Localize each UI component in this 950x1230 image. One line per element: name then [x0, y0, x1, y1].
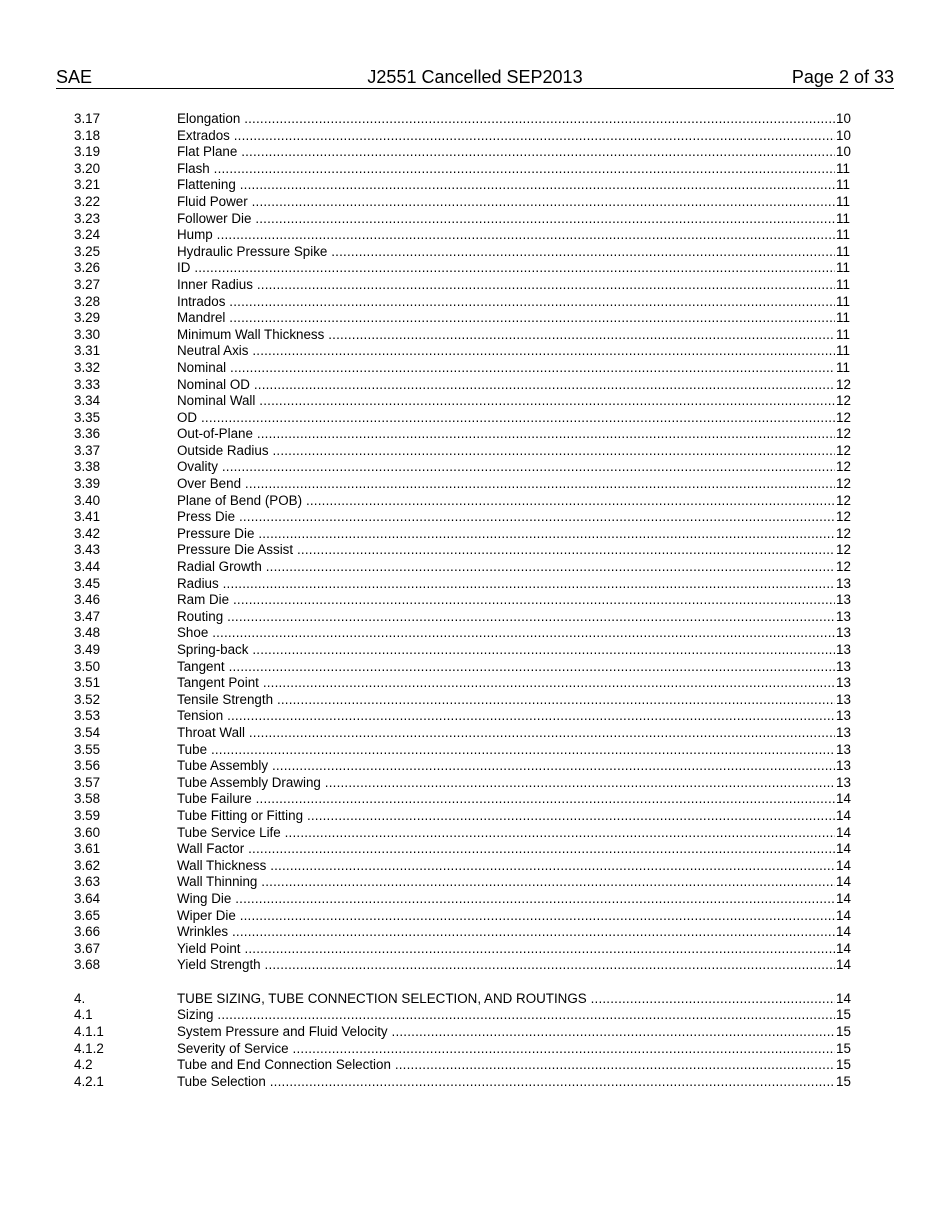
toc-entry[interactable] [0, 874, 950, 891]
toc-entry[interactable] [0, 277, 950, 294]
toc-entry-number: 4.2.1 [74, 1073, 104, 1089]
toc-entry[interactable] [0, 825, 950, 842]
toc-entry-title: Radius ..... [177, 576, 835, 593]
toc-entry-page: 14 [836, 890, 851, 906]
toc-entry-title: Tube and End Connection Selection ..... [177, 1057, 835, 1074]
toc-entry-title: Flat Plane ..... [177, 144, 835, 161]
toc-entry-title: Wall Thinning ..... [177, 874, 835, 891]
toc-entry-page: 13 [836, 758, 851, 774]
toc-entry[interactable] [0, 1057, 950, 1074]
toc-entry[interactable] [0, 592, 950, 609]
toc-entry-page: 14 [836, 907, 851, 923]
header-page-number: Page 2 of 33 [791, 67, 894, 87]
toc-entry-number: 3.33 [74, 376, 101, 392]
toc-entry-title: Minimum Wall Thickness ..... [177, 327, 835, 344]
toc-entry[interactable] [0, 692, 950, 709]
toc-entry-title: Severity of Service ..... [177, 1041, 835, 1058]
toc-entry-title: Tube Failure ..... [177, 791, 835, 808]
toc-entry-number: 3.46 [74, 592, 101, 608]
toc-entry[interactable] [0, 443, 950, 460]
toc-entry-title: Out-of-Plane ..... [177, 426, 835, 443]
toc-entry[interactable] [0, 841, 950, 858]
toc-entry-number: 3.20 [74, 160, 101, 176]
toc-entry-title: Tension ..... [177, 708, 835, 725]
toc-entry-number: 3.67 [74, 940, 101, 956]
toc-entry-title: Sizing ..... [177, 1007, 835, 1024]
toc-entry-number: 3.62 [74, 857, 101, 873]
toc-entry[interactable] [0, 625, 950, 642]
toc-entry-page: 14 [836, 924, 851, 940]
toc-entry-title: Press Die ..... [177, 509, 835, 526]
toc-entry-title: Pressure Die Assist ..... [177, 542, 835, 559]
toc-entry[interactable] [0, 1074, 950, 1091]
toc-entry-number: 3.32 [74, 359, 101, 375]
toc-entry-number: 3.43 [74, 542, 101, 558]
toc-entry-number: 3.21 [74, 177, 101, 193]
toc-entry-number: 3.54 [74, 724, 101, 740]
toc-entry-number: 3.19 [74, 144, 101, 160]
toc-entry[interactable] [0, 542, 950, 559]
toc-entry-page: 12 [836, 393, 851, 409]
toc-entry-page: 13 [836, 625, 851, 641]
toc-entry-number: 3.22 [74, 193, 101, 209]
toc-entry-page: 11 [836, 260, 850, 276]
toc-entry-page: 15 [836, 1057, 851, 1073]
toc-entry-title: Tube Service Life ..... [177, 825, 835, 842]
toc-entry-page: 12 [836, 442, 851, 458]
toc-entry-title: Yield Point ..... [177, 941, 835, 958]
toc-entry-page: 13 [836, 774, 851, 790]
toc-entry-page: 13 [836, 575, 851, 591]
toc-entry[interactable] [0, 957, 950, 974]
toc-entry-number: 3.37 [74, 442, 101, 458]
toc-entry-page: 12 [836, 459, 851, 475]
toc-entry[interactable] [0, 327, 950, 344]
toc-entry[interactable] [0, 310, 950, 327]
toc-entry-title: Tube Fitting or Fitting ..... [177, 808, 835, 825]
toc-entry-number: 3.26 [74, 260, 101, 276]
toc-entry-number: 4.1.1 [74, 1024, 104, 1040]
toc-entry-number: 3.40 [74, 492, 101, 508]
toc-entry[interactable] [0, 675, 950, 692]
toc-entry-page: 15 [836, 1073, 851, 1089]
toc-entry-number: 3.61 [74, 841, 101, 857]
toc-entry-page: 11 [836, 359, 850, 375]
toc-entry[interactable] [0, 642, 950, 659]
toc-entry-title: Elongation ..... [177, 111, 835, 128]
toc-entry-page: 13 [836, 675, 851, 691]
toc-entry-page: 12 [836, 525, 851, 541]
toc-entry[interactable] [0, 908, 950, 925]
toc-entry-number: 3.34 [74, 393, 101, 409]
toc-entry-title: Shoe ..... [177, 625, 835, 642]
toc-entry-page: 10 [836, 111, 851, 126]
toc-entry[interactable] [0, 111, 950, 128]
toc-entry-title: Fluid Power ..... [177, 194, 835, 211]
toc-entry-page: 12 [836, 409, 851, 425]
toc-entry-title: OD ..... [177, 410, 835, 427]
toc-entry-title: Routing ..... [177, 609, 835, 626]
toc-entry-number: 3.49 [74, 642, 101, 657]
toc-entry-number: 3.35 [74, 409, 101, 425]
toc-entry-number: 4. [74, 990, 86, 1006]
toc-entry[interactable] [0, 476, 950, 493]
toc-entry-title: Nominal OD ..... [177, 377, 835, 394]
toc-entry-page: 15 [836, 1024, 851, 1040]
toc-entry[interactable] [0, 128, 950, 145]
toc-entry-title: Tube Assembly ..... [177, 758, 835, 775]
toc-entry-title: Flash ..... [177, 161, 835, 178]
toc-entry-number: 3.25 [74, 243, 101, 259]
toc-entry-page: 13 [836, 741, 851, 757]
toc-entry-title: System Pressure and Fluid Velocity ..... [177, 1024, 835, 1041]
toc-entry-number: 4.1.2 [74, 1040, 104, 1056]
toc-entry[interactable] [0, 426, 950, 443]
section-gap [0, 974, 950, 991]
toc-entry-page: 10 [836, 144, 851, 160]
toc-entry[interactable] [0, 410, 950, 427]
toc-entry-title: Over Bend ..... [177, 476, 835, 493]
toc-entry-number: 3.39 [74, 476, 101, 492]
toc-entry[interactable] [0, 360, 950, 377]
toc-entry-number: 3.55 [74, 741, 101, 757]
toc-entry-page: 12 [836, 492, 851, 508]
toc-entry-page: 15 [836, 1007, 851, 1023]
toc-entry-title: Wall Thickness ..... [177, 858, 835, 875]
toc-entry-title: Ovality ..... [177, 459, 835, 476]
toc-entry-page: 11 [836, 193, 850, 209]
toc-entry-page: 11 [836, 310, 850, 326]
toc-entry-number: 3.57 [74, 774, 101, 790]
toc-entry-page: 14 [836, 990, 851, 1006]
toc-entry-number: 3.63 [74, 874, 101, 890]
toc-entry-page: 12 [836, 509, 851, 525]
toc-entry-page: 14 [836, 807, 851, 823]
toc-entry-number: 3.50 [74, 658, 101, 674]
toc-entry-title: Wall Factor ..... [177, 841, 835, 858]
toc-entry[interactable] [0, 393, 950, 410]
toc-entry-number: 3.47 [74, 608, 101, 624]
toc-entry[interactable] [0, 1024, 950, 1041]
toc-entry-title: Outside Radius ..... [177, 443, 835, 460]
toc-entry[interactable] [0, 708, 950, 725]
toc-entry-number: 3.64 [74, 890, 101, 906]
toc-entry-title: Wiper Die ..... [177, 908, 835, 925]
toc-entry-number: 4.1 [74, 1007, 93, 1023]
toc-entry[interactable] [0, 742, 950, 759]
toc-entry-page: 11 [836, 343, 850, 359]
toc-entry-number: 3.66 [74, 924, 101, 940]
toc-entry-title: Nominal Wall ..... [177, 393, 835, 410]
toc-entry-title: Tube Assembly Drawing ..... [177, 775, 835, 792]
toc-entry-number: 3.44 [74, 559, 101, 575]
toc-entry-title: Neutral Axis ..... [177, 343, 835, 360]
toc-entry[interactable] [0, 343, 950, 360]
toc-entry[interactable] [0, 211, 950, 228]
toc-entry-page: 11 [836, 276, 850, 292]
toc-entry[interactable] [0, 576, 950, 593]
toc-entry-page: 12 [836, 542, 851, 558]
toc-entry-title: Nominal ..... [177, 360, 835, 377]
toc-entry[interactable] [0, 758, 950, 775]
toc-entry-page: 12 [836, 559, 851, 575]
toc-entry[interactable] [0, 891, 950, 908]
toc-entry-number: 4.2 [74, 1057, 93, 1073]
toc-entry[interactable] [0, 144, 950, 161]
toc-entry-page: 12 [836, 426, 851, 442]
toc-entry[interactable] [0, 459, 950, 476]
toc-entry-number: 3.45 [74, 575, 101, 591]
toc-entry-title: Mandrel ..... [177, 310, 835, 327]
toc-entry-number: 3.42 [74, 525, 101, 541]
header-document-id: J2551 Cancelled SEP2013 [367, 67, 583, 87]
toc-entry[interactable] [0, 808, 950, 825]
toc-entry-number: 3.53 [74, 708, 101, 724]
toc-entry[interactable] [0, 509, 950, 526]
toc-entry-title: TUBE SIZING, TUBE CONNECTION SELECTION, AND ROUTINGS ..... [177, 991, 835, 1008]
toc-entry-number: 3.59 [74, 807, 101, 823]
page-header [56, 66, 894, 89]
toc-entry[interactable] [0, 244, 950, 261]
toc-entry[interactable] [0, 858, 950, 875]
toc-entry[interactable] [0, 161, 950, 178]
toc-entry-number: 3.58 [74, 791, 101, 807]
toc-entry[interactable] [0, 177, 950, 194]
toc-entry-page: 11 [836, 243, 850, 259]
toc-entry-page: 11 [836, 326, 850, 342]
toc-entry-number: 3.31 [74, 343, 101, 359]
toc-entry-number: 3.17 [74, 111, 101, 126]
toc-entry[interactable] [0, 526, 950, 543]
toc-entry-title: Yield Strength ..... [177, 957, 835, 974]
toc-entry-number: 3.52 [74, 691, 101, 707]
toc-entry-title: Plane of Bend (POB) ..... [177, 493, 835, 510]
toc-entry-page: 14 [836, 957, 851, 973]
toc-entry-title: Tangent Point ..... [177, 675, 835, 692]
toc-entry-title: Inner Radius ..... [177, 277, 835, 294]
toc-entry-page: 13 [836, 642, 851, 657]
toc-entry-title: Flattening ..... [177, 177, 835, 194]
toc-entry-number: 3.23 [74, 210, 101, 226]
toc-entry[interactable] [0, 377, 950, 394]
toc-entry-title: Ram Die ..... [177, 592, 835, 609]
toc-entry[interactable] [0, 941, 950, 958]
toc-entry-page: 13 [836, 658, 851, 674]
toc-entry-title: Tube Selection ..... [177, 1074, 835, 1091]
toc-entry-page: 11 [836, 227, 850, 243]
toc-entry-page: 14 [836, 874, 851, 890]
toc-entry-number: 3.51 [74, 675, 101, 691]
toc-entry-number: 3.38 [74, 459, 101, 475]
toc-entry-page: 13 [836, 724, 851, 740]
toc-entry-title: Follower Die ..... [177, 211, 835, 228]
toc-entry[interactable] [0, 991, 950, 1008]
toc-entry[interactable] [0, 791, 950, 808]
toc-entry-title: Wing Die ..... [177, 891, 835, 908]
toc-entry-title: Pressure Die ..... [177, 526, 835, 543]
toc-entry-number: 3.30 [74, 326, 101, 342]
table-of-contents [0, 111, 950, 1090]
toc-entry-number: 3.36 [74, 426, 101, 442]
toc-entry-page: 14 [836, 857, 851, 873]
toc-entry-title: Spring-back ..... [177, 642, 835, 659]
toc-entry-number: 3.48 [74, 625, 101, 641]
toc-entry-title: Tangent ..... [177, 659, 835, 676]
toc-entry[interactable] [0, 1041, 950, 1058]
toc-entry-title: Hump ..... [177, 227, 835, 244]
toc-entry[interactable] [0, 609, 950, 626]
toc-entry[interactable] [0, 775, 950, 792]
toc-entry-page: 13 [836, 708, 851, 724]
toc-entry-page: 12 [836, 376, 851, 392]
toc-entry-page: 11 [836, 177, 850, 193]
toc-entry[interactable] [0, 260, 950, 277]
toc-entry-page: 13 [836, 608, 851, 624]
toc-entry-title: Tensile Strength ..... [177, 692, 835, 709]
toc-entry[interactable] [0, 227, 950, 244]
toc-entry-title: ID ..... [177, 260, 835, 277]
toc-entry-number: 3.65 [74, 907, 101, 923]
header-org: SAE [56, 67, 93, 87]
toc-entry-page: 12 [836, 476, 851, 492]
toc-entry-title: Hydraulic Pressure Spike ..... [177, 244, 835, 261]
toc-entry[interactable] [0, 1007, 950, 1024]
toc-entry-title: Intrados ..... [177, 294, 835, 311]
toc-entry-title: Throat Wall ..... [177, 725, 835, 742]
toc-entry-page: 14 [836, 841, 851, 857]
toc-entry-page: 11 [836, 293, 850, 309]
toc-entry[interactable] [0, 659, 950, 676]
toc-entry-page: 15 [836, 1040, 851, 1056]
toc-entry-number: 3.27 [74, 276, 101, 292]
toc-entry[interactable] [0, 924, 950, 941]
toc-entry[interactable] [0, 294, 950, 311]
toc-entry[interactable] [0, 559, 950, 576]
toc-entry[interactable] [0, 493, 950, 510]
toc-entry-page: 13 [836, 691, 851, 707]
toc-entry-number: 3.28 [74, 293, 101, 309]
toc-entry-page: 14 [836, 824, 851, 840]
toc-entry-number: 3.60 [74, 824, 101, 840]
toc-entry-page: 13 [836, 592, 851, 608]
toc-entry[interactable] [0, 194, 950, 211]
toc-entry-page: 11 [836, 210, 850, 226]
toc-entry-number: 3.68 [74, 957, 101, 973]
toc-entry-title: Extrados ..... [177, 128, 835, 145]
toc-entry-number: 3.29 [74, 310, 101, 326]
toc-entry-title: Tube ..... [177, 742, 835, 759]
toc-entry-page: 10 [836, 127, 851, 143]
toc-entry-number: 3.41 [74, 509, 101, 525]
toc-entry-page: 11 [836, 160, 850, 176]
toc-entry-title: Wrinkles ..... [177, 924, 835, 941]
toc-entry-page: 14 [836, 940, 851, 956]
toc-entry-number: 3.56 [74, 758, 101, 774]
toc-entry[interactable] [0, 725, 950, 742]
toc-entry-number: 3.18 [74, 127, 101, 143]
toc-entry-number: 3.24 [74, 227, 101, 243]
toc-entry-page: 14 [836, 791, 851, 807]
toc-entry-title: Radial Growth ..... [177, 559, 835, 576]
